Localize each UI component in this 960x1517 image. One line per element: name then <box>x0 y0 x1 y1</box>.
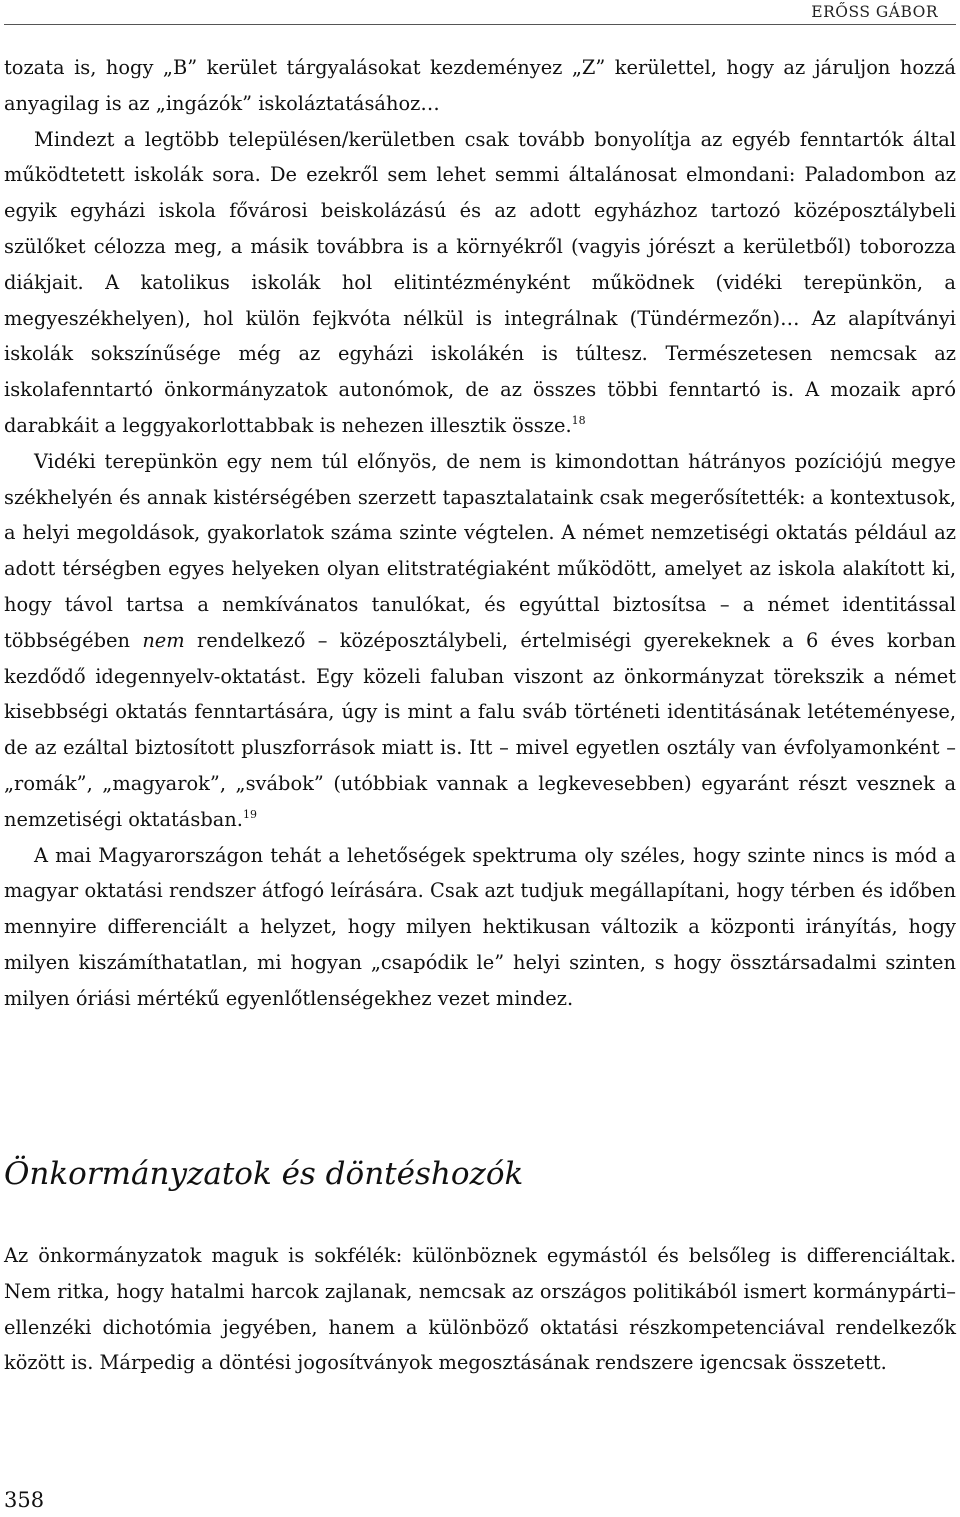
paragraph-text-before: Vidéki terepünkön egy nem túl előnyös, de nem is kimondottan hátrányos pozíciójú megye székhelyén és annak kistérségében szerzett tapasztalataink csak megerősítették: a kontextusok, a helyi megoldások, gyakorlatok száma szinte végtelen. A német nemzetiségi oktatás például az adott térségben egyes helyeken olyan elitstratégiaként működött, amelyet az iskola alakított ki, hogy távol tartsa a nemkívánatos tanulókat, és egyúttal biztosítsa – a német identitással többségében <box>4 449 956 652</box>
paragraph-text-after: rendelkező – középosztálybeli, értelmiségi gyerekeknek a 6 éves korban kezdődő idegennyelv-oktatást. Egy közeli faluban viszont az önkormányzat törekszik a német kisebbségi oktatás fenntartására, úgy is mint a falu sváb történeti identitásának letéteményese, de az ezáltal biztosított pluszforrások miatt is. Itt – mivel egyetlen osztály van évfolyamonként – „romák”, „magyarok”, „svábok” (utóbbiak vannak a legkevesebben) egyaránt részt vesznek a nemzetiségi oktatásban. <box>4 628 957 831</box>
paragraph-magyarorszag <box>4 838 956 1017</box>
footnote-ref-18[interactable]: 18 <box>571 413 586 427</box>
footnote-ref-19[interactable]: 19 <box>242 807 257 821</box>
running-head-author: ERŐSS GÁBOR <box>811 3 938 21</box>
paragraph-fenntartok <box>4 122 956 444</box>
emphasis-nem: nem <box>142 628 185 652</box>
paragraph-text: Az önkormányzatok maguk is sokfélék: különböznek egymástól és belsőleg is differenciáltak. Nem ritka, hogy hatalmi harcok zajlanak, nemcsak az országos politikából ismert kormánypárti–ellenzéki dichotómia jegyében, hanem a különböző oktatási részkompetenciával rendelkezők között is. Márpedig a döntési jogosítványok megosztásának rendszere igencsak összetett. <box>4 1244 956 1375</box>
running-header <box>0 0 960 26</box>
main-text <box>4 50 956 1017</box>
paragraph-text: A mai Magyarországon tehát a lehetőségek spektruma oly széles, hogy szinte nincs is mód a magyar oktatási rendszer átfogó leírására. Csak azt tudjuk megállapítani, hogy térben és időben mennyire differenciált a helyzet, hogy milyen hektikusan változik a központi irányítás, hogy milyen kiszámíthatatlan, mi hogyan „csapódik le” helyi szinten, s hogy össztársadalmi szinten milyen óriási mértékű egyenlőtlenségekhez vezet mindez. <box>4 843 956 1010</box>
paragraph-videki-terep <box>4 444 956 838</box>
paragraph-onkormanyzatok <box>4 1238 956 1381</box>
header-rule <box>4 24 956 25</box>
section-heading: Önkormányzatok és döntéshozók <box>4 1156 524 1192</box>
page-number: 358 <box>4 1488 45 1512</box>
paragraph-text: tozata is, hogy „B” kerület tárgyalásokat kezdeményez „Z” kerülettel, hogy az járuljon hozzá anyagilag is az „ingázók” iskoláztatásához… <box>4 56 956 115</box>
paragraph-text: Mindezt a legtöbb településen/kerületben csak tovább bonyolítja az egyéb fenntartók által működtetett iskolák sora. De ezekről sem lehet semmi általánosat elmondani: Paladombon az egyik egyházi iskola fővárosi beiskolázású és az adott egyházhoz tartozó középosztálybeli szülőket célozza meg, a másik továbbra is a környékről (vagyis jórészt a kerületből) toborozza diákjait. A katolikus iskolák hol elitintézményként működnek (vidéki terepünkön, a megyeszékhelyen), hol külön fejkvóta nélkül is integrálnak (Tündérmezőn)… Az alapítványi iskolák sokszínűsége még az egyházi iskolákén is túltesz. Természetesen nemcsak az iskolafenntartó önkormányzatok autonómok, de az összes többi fenntartó is. A mozaik apró darabkáit a leggyakorlottabbak is nehezen illesztik össze. <box>4 127 956 437</box>
section-text <box>4 1238 956 1381</box>
paragraph-continuation <box>4 50 956 122</box>
